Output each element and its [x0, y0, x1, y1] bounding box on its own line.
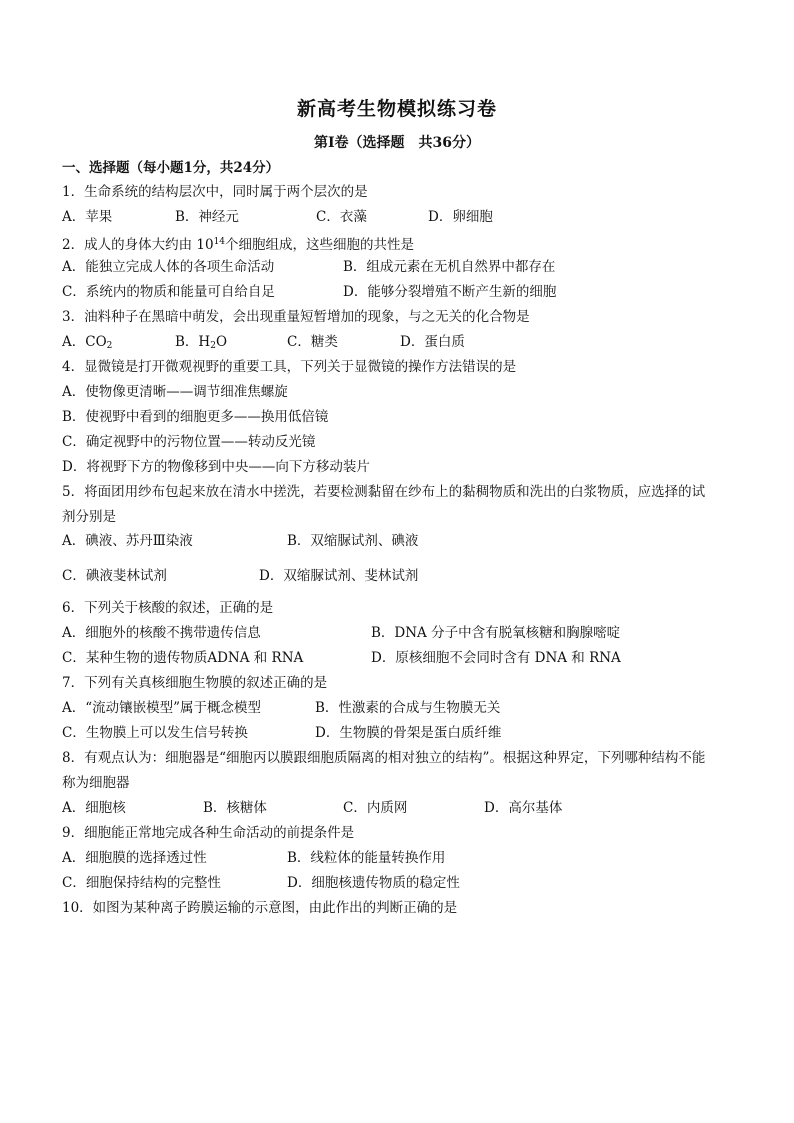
question-4-option-c: C．确定视野中的污物位置——转动反光镜 [62, 434, 316, 450]
question-2-stem [62, 232, 414, 255]
question-1-stem: 1．生命系统的结构层次中，同时属于两个层次的是 [62, 184, 368, 200]
question-6-stem: 6．下列关于核酸的叙述，正确的是 [62, 600, 274, 616]
question-3-stem: 3．油料种子在黑暗中萌发，会出现重量短暂增加的现象，与之无关的化合物是 [62, 309, 530, 325]
question-9-option-b: B．线粒体的能量转换作用 [287, 850, 446, 866]
question-1-option-c: C．衣藻 [316, 209, 367, 225]
question-8-option-d: D．高尔基体 [484, 800, 563, 816]
question-3-option-c: C．糖类 [287, 334, 338, 350]
question-6-option-b: B．DNA 分子中含有脱氧核糖和胸腺嘧啶 [371, 625, 621, 641]
question-3-option-d: D．蛋白质 [400, 334, 465, 350]
question-5-option-c: C．碘液斐林试剂 [62, 568, 167, 584]
question-6-option-d: D．原核细胞不会同时含有 DNA 和 RNA [371, 650, 621, 666]
question-5-option-d: D．双缩脲试剂、斐林试剂 [259, 568, 419, 584]
part-subtitle: 第Ⅰ卷（选择题 共36分） [313, 135, 481, 151]
question-3-option-b [175, 332, 227, 356]
question-10-stem: 10．如图为某种离子跨膜运输的示意图，由此作出的判断正确的是 [62, 900, 458, 916]
question-8-stem-line1: 8．有观点认为：细胞器是“细胞丙以膜跟细胞质隔离的相对独立的结构”。根据这种界定，下列哪种结构不能 [62, 750, 706, 766]
question-2-option-b: B．组成元素在无机自然界中都存在 [343, 259, 556, 275]
question-4-option-d: D．将视野下方的物像移到中央——向下方移动装片 [62, 459, 370, 475]
question-7-option-d: D．生物膜的骨架是蛋白质纤维 [315, 725, 502, 741]
question-8-option-a: A．细胞核 [62, 800, 126, 816]
question-9-option-a: A．细胞膜的选择透过性 [62, 850, 207, 866]
question-2-exponent: 14 [213, 237, 226, 247]
question-5-option-b: B．双缩脲试剂、碘液 [287, 533, 419, 549]
question-5-stem-line1: 5．将面团用纱布包起来放在清水中搓洗，若要检测黏留在纱布上的黏稠物质和洗出的白浆物质，应选择的试 [62, 484, 706, 500]
question-6-option-c: C．某种生物的遗传物质ADNA 和 RNA [62, 650, 304, 666]
question-4-stem: 4．显微镜是打开微观视野的重要工具，下列关于显微镜的操作方法错误的是 [62, 359, 517, 375]
question-1-option-d: D．卵细胞 [428, 209, 493, 225]
question-7-option-a: A．“流动镶嵌模型”属于概念模型 [62, 700, 262, 716]
section-heading: 一、选择题（每小题1分，共24分） [62, 160, 280, 176]
question-7-option-b: B．性激素的合成与生物膜无关 [315, 700, 501, 716]
question-7-stem: 7．下列有关真核细胞生物膜的叙述正确的是 [62, 675, 328, 691]
question-3-option-b-sub: 2 [210, 341, 216, 351]
page-title: 新高考生物模拟练习卷 [296, 98, 497, 120]
question-2-option-c: C．系统内的物质和能量可自给自足 [62, 284, 275, 300]
question-2-stem-post: 个细胞组成，这些细胞的共性是 [225, 237, 415, 253]
question-7-option-c: C．生物膜上可以发生信号转换 [62, 725, 248, 741]
question-4-option-b: B．使视野中看到的细胞更多——换用低倍镜 [62, 409, 329, 425]
question-3-option-a [62, 332, 112, 356]
question-8-option-b: B．核糖体 [203, 800, 267, 816]
question-1-option-a: A．苹果 [62, 209, 113, 225]
question-3-option-a-text: A．CO [62, 334, 107, 350]
question-6-option-a: A．细胞外的核酸不携带遗传信息 [62, 625, 261, 641]
question-5-option-a: A．碘液、苏丹Ⅲ染液 [62, 533, 193, 549]
question-3-option-a-sub: 2 [106, 341, 113, 351]
question-4-option-a: A．使物像更清晰——调节细准焦螺旋 [62, 384, 288, 400]
question-1-option-b: B．神经元 [175, 209, 239, 225]
question-2-stem-pre: 2．成人的身体大约由 10 [62, 237, 214, 253]
question-8-stem-line2: 称为细胞器 [62, 775, 130, 791]
question-9-stem: 9．细胞能正常地完成各种生命活动的前提条件是 [62, 825, 355, 841]
question-8-option-c: C．内质网 [343, 800, 408, 816]
question-2-option-d: D．能够分裂增殖不断产生新的细胞 [343, 284, 557, 300]
question-2-option-a: A．能独立完成人体的各项生命活动 [62, 259, 275, 275]
question-5-stem-line2: 剂分别是 [62, 509, 116, 525]
question-9-option-d: D．细胞核遗传物质的稳定性 [287, 875, 460, 891]
question-3-option-b-post: O [215, 334, 228, 350]
question-3-option-b-text: B．H [175, 334, 211, 350]
question-9-option-c: C．细胞保持结构的完整性 [62, 875, 221, 891]
